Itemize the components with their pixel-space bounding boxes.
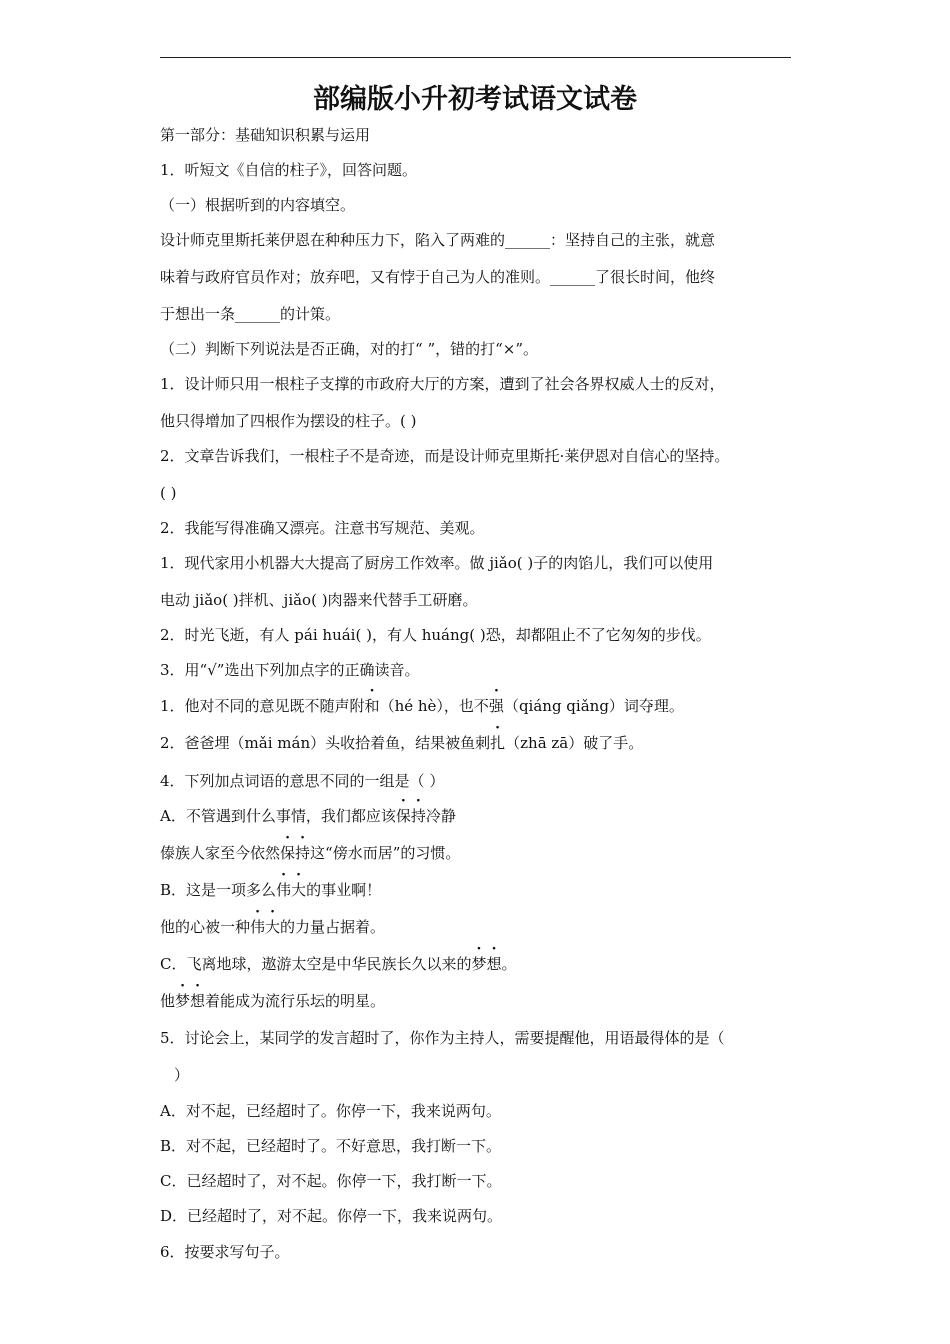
dotted-char: 持 bbox=[410, 807, 426, 825]
text-line: 设计师克里斯托莱伊恩在种种压力下，陷入了两难的______：坚持自己的主张，就意 bbox=[160, 231, 716, 249]
line-text: 他 bbox=[160, 992, 176, 1010]
text-line: 电动 jiǎo( )拌机、jiǎo( )肉器来代替手工研磨。 bbox=[160, 591, 478, 609]
line-text: （zhā zā）破了手。 bbox=[505, 734, 644, 752]
dotted-char: 伟 bbox=[276, 881, 292, 899]
line-text: 。 bbox=[501, 955, 517, 973]
header-rule bbox=[160, 57, 791, 58]
pinyin-question-line bbox=[160, 733, 643, 753]
option-sentence bbox=[160, 806, 456, 826]
line-text: 着能成为流行乐坛的明星。 bbox=[205, 992, 386, 1010]
text-line: 1．现代家用小机器大大提高了厨房工作效率。做 jiǎo( )子的肉馅儿，我们可以使用 bbox=[160, 554, 714, 572]
text-line: 他只得增加了四根作为摆设的柱子。( ) bbox=[160, 412, 417, 430]
option-sentence bbox=[160, 917, 385, 937]
dotted-char: 梦 bbox=[175, 992, 191, 1010]
dotted-char: 想 bbox=[486, 955, 502, 973]
text-line: ） bbox=[174, 1066, 190, 1084]
document-title: 部编版小升初考试语文试卷 bbox=[313, 84, 637, 115]
text-line: 3．用“√”选出下列加点字的正确读音。 bbox=[160, 661, 420, 679]
text-line: 第一部分：基础知识积累与运用 bbox=[160, 126, 371, 144]
line-text: 的事业啊！ bbox=[306, 881, 382, 899]
dotted-char: 强 bbox=[488, 697, 504, 715]
line-text: 的力量占据着。 bbox=[280, 918, 386, 936]
line-text: 2．爸爸埋（mǎi mán）头收拾着鱼，结果被鱼刺 bbox=[160, 734, 491, 752]
dotted-char: 伟 bbox=[250, 918, 266, 936]
option-sentence bbox=[160, 880, 381, 900]
option-sentence bbox=[160, 991, 385, 1011]
text-line: ( ) bbox=[160, 484, 177, 502]
line-text: A．不管遇到什么事情，我们都应该 bbox=[160, 807, 396, 825]
text-line: 2．文章告诉我们，一根柱子不是奇迹，而是设计师克里斯托·莱伊恩对自信心的坚持。 bbox=[160, 447, 730, 465]
line-text: 这“傍水而居”的习惯。 bbox=[310, 844, 461, 862]
dotted-char: 和 bbox=[364, 697, 380, 715]
question-4-stem: 4．下列加点词语的意思不同的一组是（ ） bbox=[160, 772, 445, 790]
dotted-char: 想 bbox=[190, 992, 206, 1010]
line-text: B．这是一项多么 bbox=[160, 881, 277, 899]
dotted-char: 大 bbox=[265, 918, 281, 936]
text-line: 味着与政府官员作对；放弃吧，又有悖于自己为人的准则。______了很长时间，他终 bbox=[160, 268, 716, 286]
text-line: 6．按要求写句子。 bbox=[160, 1243, 290, 1261]
line-text: 傣族人家至今依然 bbox=[160, 844, 281, 862]
text-line: 1．设计师只用一根柱子支撑的市政府大厅的方案，遭到了社会各界权威人士的反对， bbox=[160, 375, 725, 393]
dotted-char: 扎 bbox=[490, 734, 506, 752]
option-sentence bbox=[160, 954, 517, 974]
option-sentence bbox=[160, 843, 460, 863]
text-line: 1．听短文《自信的柱子》，回答问题。 bbox=[160, 161, 418, 179]
dotted-char: 梦 bbox=[471, 955, 487, 973]
text-line: 2．我能写得准确又漂亮。注意书写规范、美观。 bbox=[160, 519, 485, 537]
text-line: B．对不起，已经超时了。不好意思，我打断一下。 bbox=[160, 1137, 502, 1155]
text-line: 2．时光飞逝，有人 pái huái( )，有人 huáng( )恐，却都阻止不了它匆匆的步伐。 bbox=[160, 626, 711, 644]
text-line: 5．讨论会上，某同学的发言超时了，你作为主持人，需要提醒他，用语最得体的是（ bbox=[160, 1029, 725, 1047]
dotted-char: 保 bbox=[280, 844, 296, 862]
text-line: （一）根据听到的内容填空。 bbox=[160, 196, 356, 214]
text-line: D．已经超时了，对不起。你停一下，我来说两句。 bbox=[160, 1207, 503, 1225]
line-text: 冷静 bbox=[425, 807, 456, 825]
dotted-char: 持 bbox=[295, 844, 311, 862]
text-line: 于想出一条______的计策。 bbox=[160, 305, 341, 323]
line-text: （qiáng qiǎng）词夺理。 bbox=[503, 697, 684, 715]
text-line: A．对不起，已经超时了。你停一下，我来说两句。 bbox=[160, 1102, 501, 1120]
dotted-char: 大 bbox=[291, 881, 307, 899]
line-text: （hé hè），也不 bbox=[379, 697, 489, 715]
text-line: （二）判断下列说法是否正确，对的打“ ”，错的打“×”。 bbox=[160, 340, 539, 358]
dotted-char: 保 bbox=[395, 807, 411, 825]
pinyin-question-line bbox=[160, 696, 684, 716]
text-line: C．已经超时了，对不起。你停一下，我打断一下。 bbox=[160, 1172, 502, 1190]
line-text: 1．他对不同的意见既不随声附 bbox=[160, 697, 365, 715]
line-text: C．飞离地球，遨游太空是中华民族长久以来的 bbox=[160, 955, 472, 973]
line-text: 他的心被一种 bbox=[160, 918, 251, 936]
